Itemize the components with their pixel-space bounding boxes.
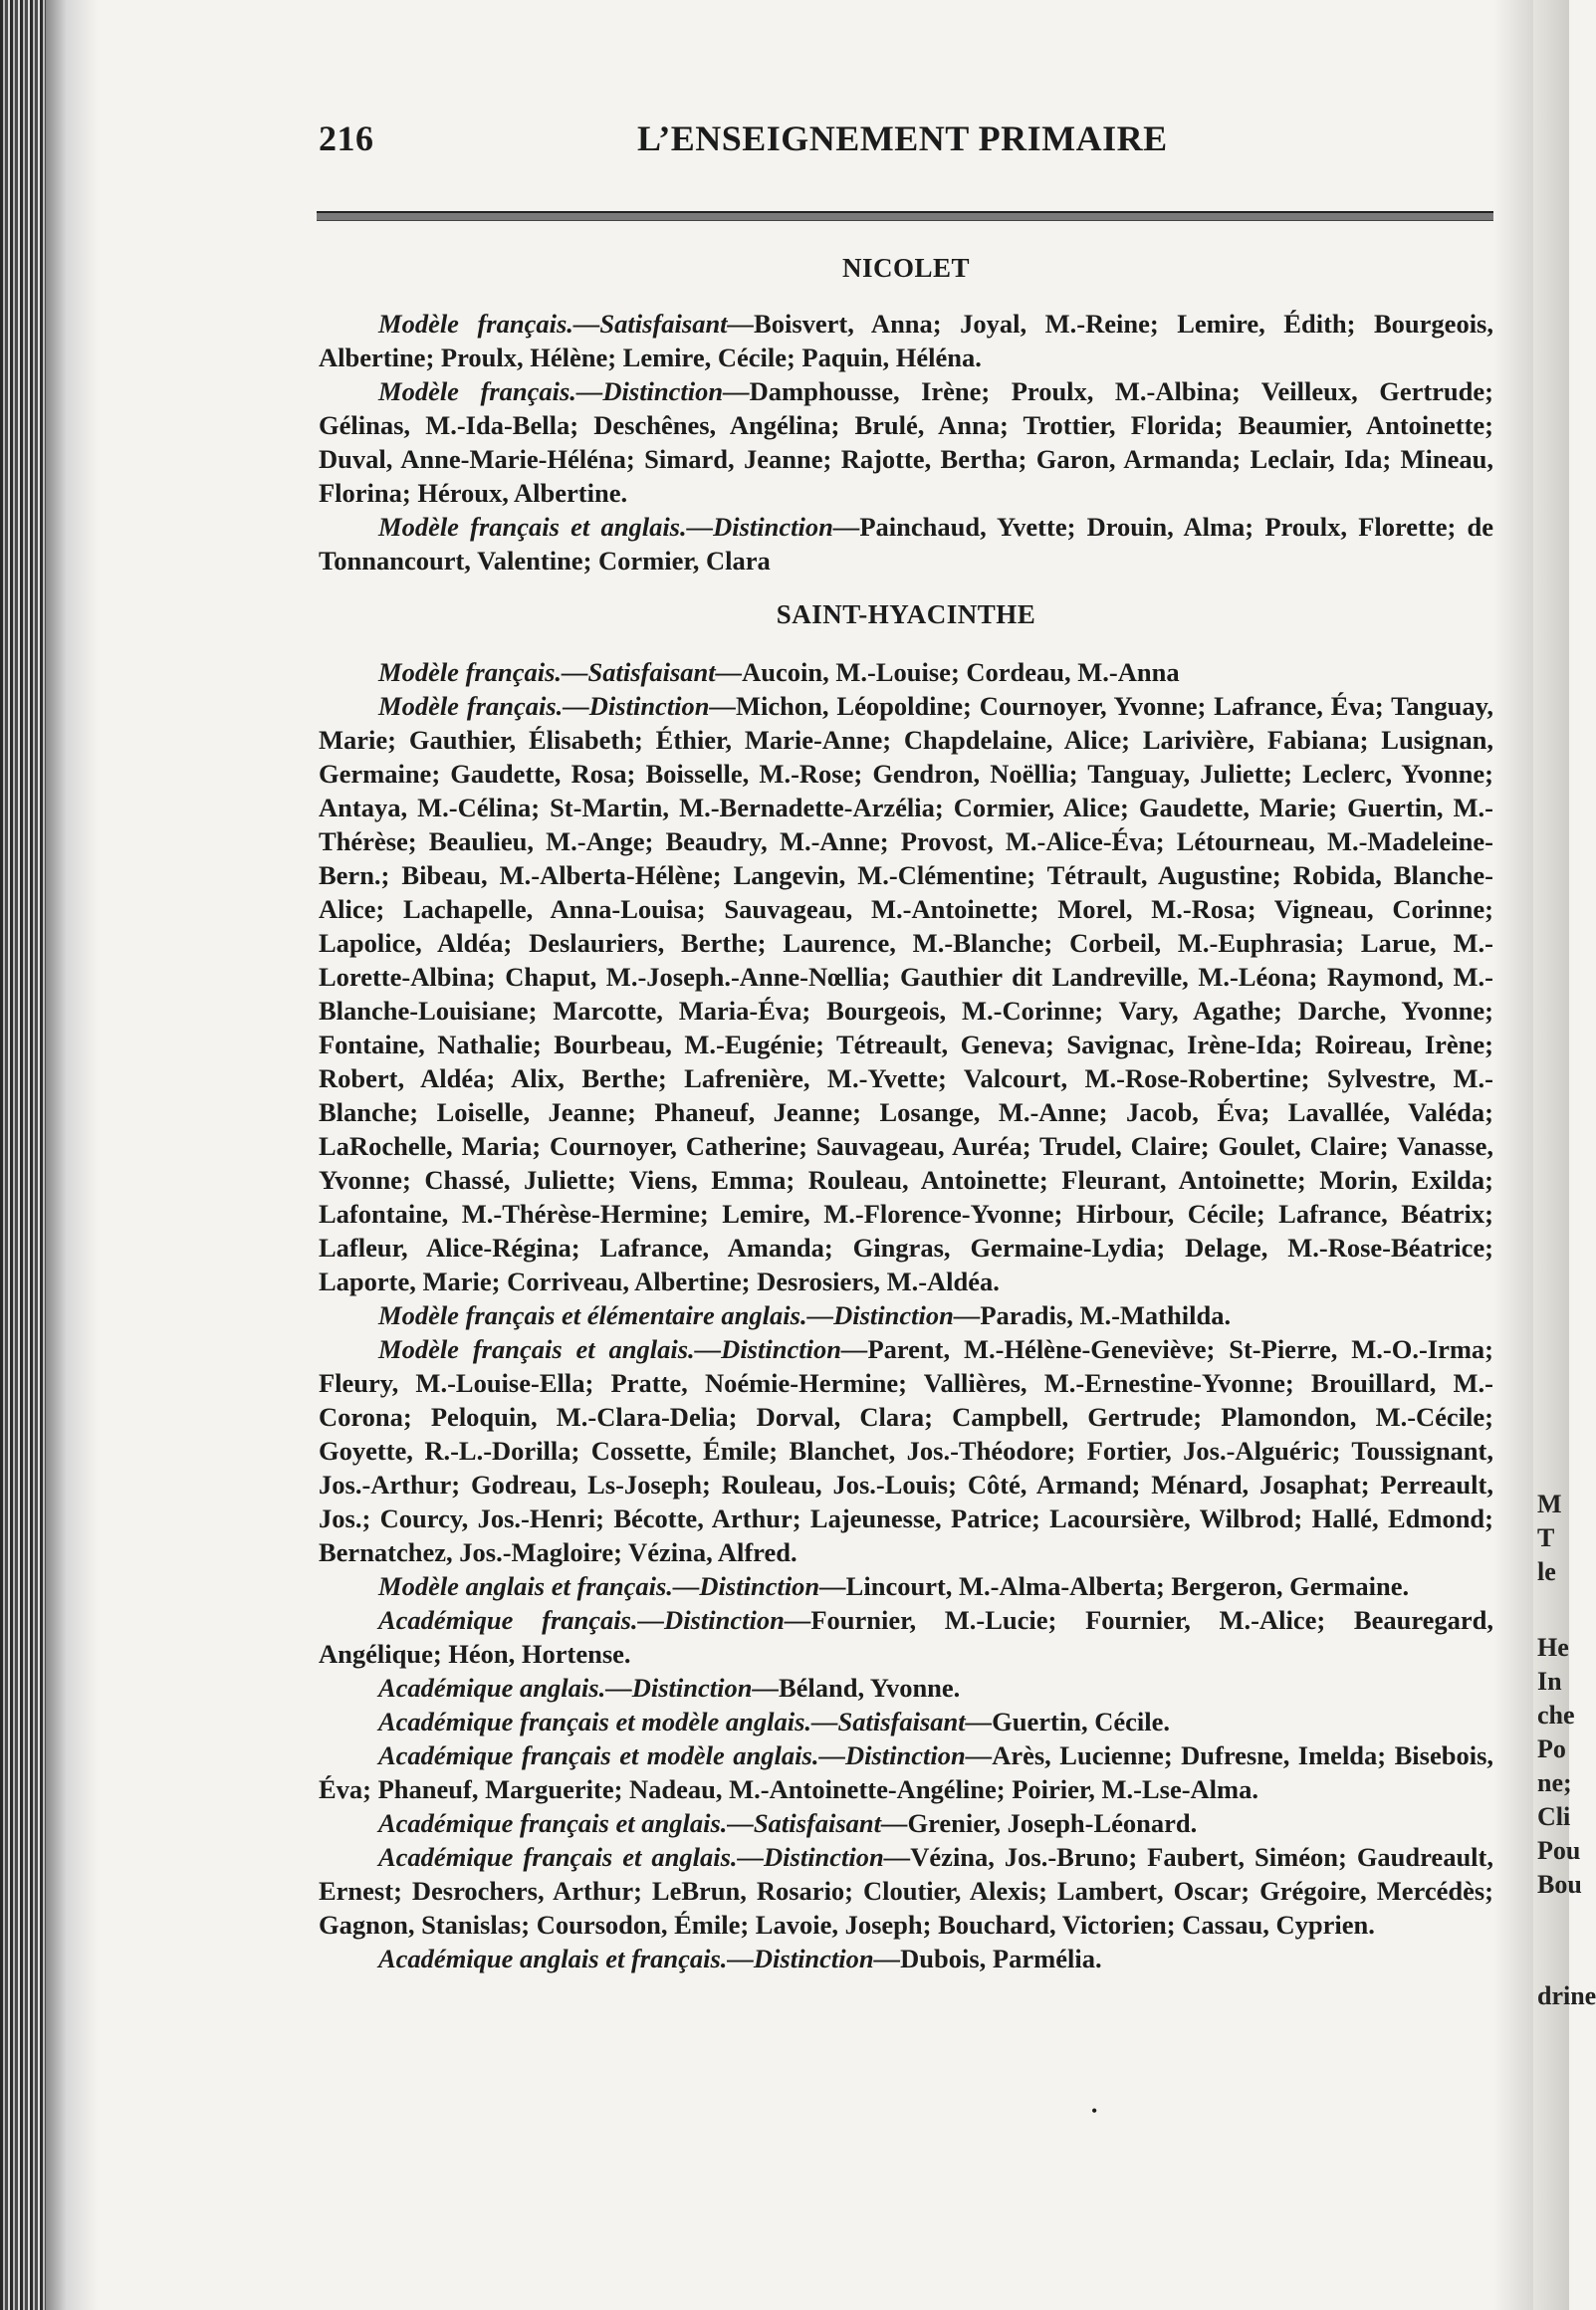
entry-paragraph	[319, 1942, 1493, 1975]
exam-category: Modèle anglais et français.—Distinction—	[378, 1571, 846, 1601]
running-head: L’ENSEIGNEMENT PRIMAIRE	[637, 118, 1168, 158]
exam-category: Académique français et anglais.—Satisfaisant—	[378, 1808, 908, 1838]
page-number: 216	[319, 118, 374, 158]
facing-page-fragment: In	[1537, 1667, 1562, 1696]
exam-category: Modèle français.—Distinction—	[378, 691, 737, 721]
entry-paragraph	[319, 655, 1493, 689]
exam-category: Académique anglais.—Distinction—	[378, 1673, 779, 1703]
exam-category: Modèle français et élémentaire anglais.—Distinction—	[378, 1300, 981, 1330]
book-binding-edge	[0, 0, 46, 2310]
section-title-saint-hyacinthe: SAINT-HYACINTHE	[776, 599, 1036, 629]
facing-page-fragment: che	[1537, 1701, 1575, 1730]
exam-category: Modèle français.—Satisfaisant—	[378, 309, 755, 339]
exam-category: Académique français.—Distinction—	[378, 1605, 811, 1635]
header-rule	[317, 211, 1493, 221]
candidate-names: Grenier, Joseph-Léonard.	[907, 1808, 1198, 1838]
facing-page-fragment: Pou	[1537, 1836, 1581, 1865]
entry-paragraph	[319, 510, 1493, 578]
facing-page-fragment: Po	[1537, 1734, 1566, 1763]
candidate-names: Aucoin, M.-Louise; Cordeau, M.-Anna	[742, 657, 1180, 687]
entry-paragraph	[319, 689, 1493, 1298]
entry-paragraph	[319, 1332, 1493, 1569]
facing-page-fragment: le	[1537, 1557, 1556, 1586]
facing-page-edge	[1533, 0, 1596, 2310]
candidate-names: Béland, Yvonne.	[778, 1673, 961, 1703]
entry-paragraph	[319, 307, 1493, 374]
page-mark: •	[1091, 2101, 1098, 2121]
entry-paragraph	[319, 1840, 1493, 1942]
candidate-names: Arès, Lucienne; Dufresne, Imelda; Bisebois, Éva; Phaneuf, Marguerite; Nadeau, M.-Antoinette-Angéline; Poirier, M.-Lse-Alma.	[319, 1740, 1494, 1804]
candidate-names: Guertin, Cécile.	[992, 1707, 1170, 1736]
facing-page-fragment: drine	[1537, 1981, 1596, 2010]
exam-category: Modèle français et anglais.—Distinction—	[378, 512, 860, 542]
facing-page-fragment: Cli	[1537, 1802, 1571, 1831]
exam-category: Académique français et modèle anglais.—Distinction—	[378, 1740, 993, 1770]
candidate-names: Lincourt, M.-Alma-Alberta; Bergeron, Germaine.	[845, 1571, 1410, 1601]
candidate-names: Paradis, M.-Mathilda.	[980, 1300, 1232, 1330]
candidate-names: Parent, M.-Hélène-Geneviève; St-Pierre, M.-O.-Irma; Fleury, M.-Louise-Ella; Pratte, Noémie-Hermine; Vallières, M.-Ernestine-Yvonne; Brouillard, M.-Corona; Peloquin, M.-Clara-Delia; Dorval, Clara; Campbell, Gertrude; Plamondon, M.-Cécile; Goyette, R.-L.-Dorilla; Cossette, Émile; Blanchet, Jos.-Théodore; Fortier, Jos.-Alguéric; Toussignant, Jos.-Arthur; Godreau, Ls-Joseph; Rouleau, Jos.-Louis; Côté, Armand; Ménard, Josaphat; Perreault, Jos.; Courcy, Jos.-Henri; Bécotte, Arthur; Lajeunesse, Patrice; Lacoursière, Wilbrod; Hallé, Edmond; Bernatchez, Jos.-Magloire; Vézina, Alfred.	[319, 1334, 1493, 1567]
facing-page-fragment: He	[1537, 1633, 1569, 1662]
entry-paragraph	[319, 1298, 1493, 1332]
facing-page-fragment: Bou	[1537, 1870, 1582, 1899]
candidate-names: Dubois, Parmélia.	[900, 1944, 1102, 1973]
entry-paragraph	[319, 1806, 1493, 1840]
candidate-names: Damphousse, Irène; Proulx, M.-Albina; Veilleux, Gertrude; Gélinas, M.-Ida-Bella; Deschênes, Angélina; Brulé, Anna; Trottier, Florida; Beaumier, Antoinette; Duval, Anne-Marie-Héléna; Simard, Jeanne; Rajotte, Bertha; Garon, Armanda; Leclair, Ida; Mineau, Florina; Héroux, Albertine.	[319, 376, 1493, 508]
entry-paragraph	[319, 1705, 1493, 1738]
section-title-nicolet: NICOLET	[841, 253, 971, 283]
entry-paragraph	[319, 1738, 1493, 1806]
exam-category: Académique français et anglais.—Distinction—	[378, 1842, 911, 1872]
entry-paragraph	[319, 374, 1493, 510]
candidate-names: Boisvert, Anna; Joyal, M.-Reine; Lemire, Édith; Bourgeois, Albertine; Proulx, Hélène; Lemire, Cécile; Paquin, Héléna.	[319, 309, 1493, 372]
entry-paragraph	[319, 1569, 1493, 1603]
exam-category: Modèle français.—Satisfaisant—	[378, 657, 743, 687]
exam-category: Académique français et modèle anglais.—Satisfaisant—	[378, 1707, 993, 1736]
facing-page-fragment: T	[1537, 1523, 1555, 1552]
exam-category: Modèle français.—Distinction—	[378, 376, 750, 406]
entry-paragraph	[319, 1671, 1493, 1705]
page-curve-shadow	[1493, 0, 1535, 2310]
exam-category: Académique anglais et français.—Distinction—	[378, 1944, 901, 1973]
candidate-names: Fournier, M.-Lucie; Fournier, M.-Alice; Beauregard, Angélique; Héon, Hortense.	[319, 1605, 1493, 1669]
candidate-names: Vézina, Jos.-Bruno; Faubert, Siméon; Gaudreault, Ernest; Desrochers, Arthur; LeBrun, Rosario; Cloutier, Alexis; Lambert, Oscar; Grégoire, Mercédès; Gagnon, Stanislas; Coursodon, Émile; Lavoie, Joseph; Bouchard, Victorien; Cassau, Cyprien.	[319, 1842, 1493, 1940]
facing-page-fragment: M	[1537, 1490, 1562, 1518]
gutter-shadow	[46, 0, 98, 2310]
facing-page-fragment: ne;	[1537, 1768, 1572, 1797]
exam-category: Modèle français et anglais.—Distinction—	[378, 1334, 868, 1364]
page-header	[319, 117, 1513, 167]
candidate-names: Michon, Léopoldine; Cournoyer, Yvonne; Lafrance, Éva; Tanguay, Marie; Gauthier, Élisabeth; Éthier, Marie-Anne; Chapdelaine, Alice; Larivière, Fabiana; Lusignan, Germaine; Gaudette, Rosa; Boisselle, M.-Rose; Gendron, Noëllia; Tanguay, Juliette; Leclerc, Yvonne; Antaya, M.-Célina; St-Martin, M.-Bernadette-Arzélia; Cormier, Alice; Gaudette, Marie; Guertin, M.-Thérèse; Beaulieu, M.-Ange; Beaudry, M.-Anne; Provost, M.-Alice-Éva; Létourneau, M.-Madeleine-Bern.; Bibeau, M.-Alberta-Hélène; Langevin, M.-Clémentine; Tétrault, Augustine; Robida, Blanche-Alice; Lachapelle, Anna-Louisa; Sauvageau, M.-Antoinette; Morel, M.-Rosa; Vigneau, Corinne; Lapolice, Aldéa; Deslauriers, Berthe; Laurence, M.-Blanche; Corbeil, M.-Euphrasia; Larue, M.-Lorette-Albina; Chaput, M.-Joseph.-Anne-Nœllia; Gauthier dit Landreville, M.-Léona; Raymond, M.-Blanche-Louisiane; Marcotte, Maria-Éva; Bourgeois, M.-Corinne; Vary, Agathe; Darche, Yvonne; Fontaine, Nathalie; Bourbeau, M.-Eugénie; Tétreault, Geneva; Savignac, Irène-Ida; Roireau, Irène; Robert, Aldéa; Alix, Berthe; Lafrenière, M.-Yvette; Valcourt, M.-Rose-Robertine; Sylvestre, M.-Blanche; Loiselle, Jeanne; Phaneuf, Jeanne; Losange, M.-Anne; Jacob, Éva; Lavallée, Valéda; LaRochelle, Maria; Cournoyer, Catherine; Sauvageau, Auréa; Trudel, Claire; Goulet, Claire; Vanasse, Yvonne; Chassé, Juliette; Viens, Emma; Rouleau, Antoinette; Fleurant, Antoinette; Morin, Exilda; Lafontaine, M.-Thérèse-Hermine; Lemire, M.-Florence-Yvonne; Hirbour, Cécile; Lafrance, Béatrix; Lafleur, Alice-Régina; Lafrance, Amanda; Gingras, Germaine-Lydia; Delage, M.-Rose-Béatrice; Laporte, Marie; Corriveau, Albertine; Desrosiers, M.-Aldéa.	[319, 691, 1493, 1296]
entry-paragraph	[319, 1603, 1493, 1671]
candidate-names: Painchaud, Yvette; Drouin, Alma; Proulx, Florette; de Tonnancourt, Valentine; Cormier, Clara	[319, 512, 1493, 576]
page-body	[319, 249, 1493, 1975]
